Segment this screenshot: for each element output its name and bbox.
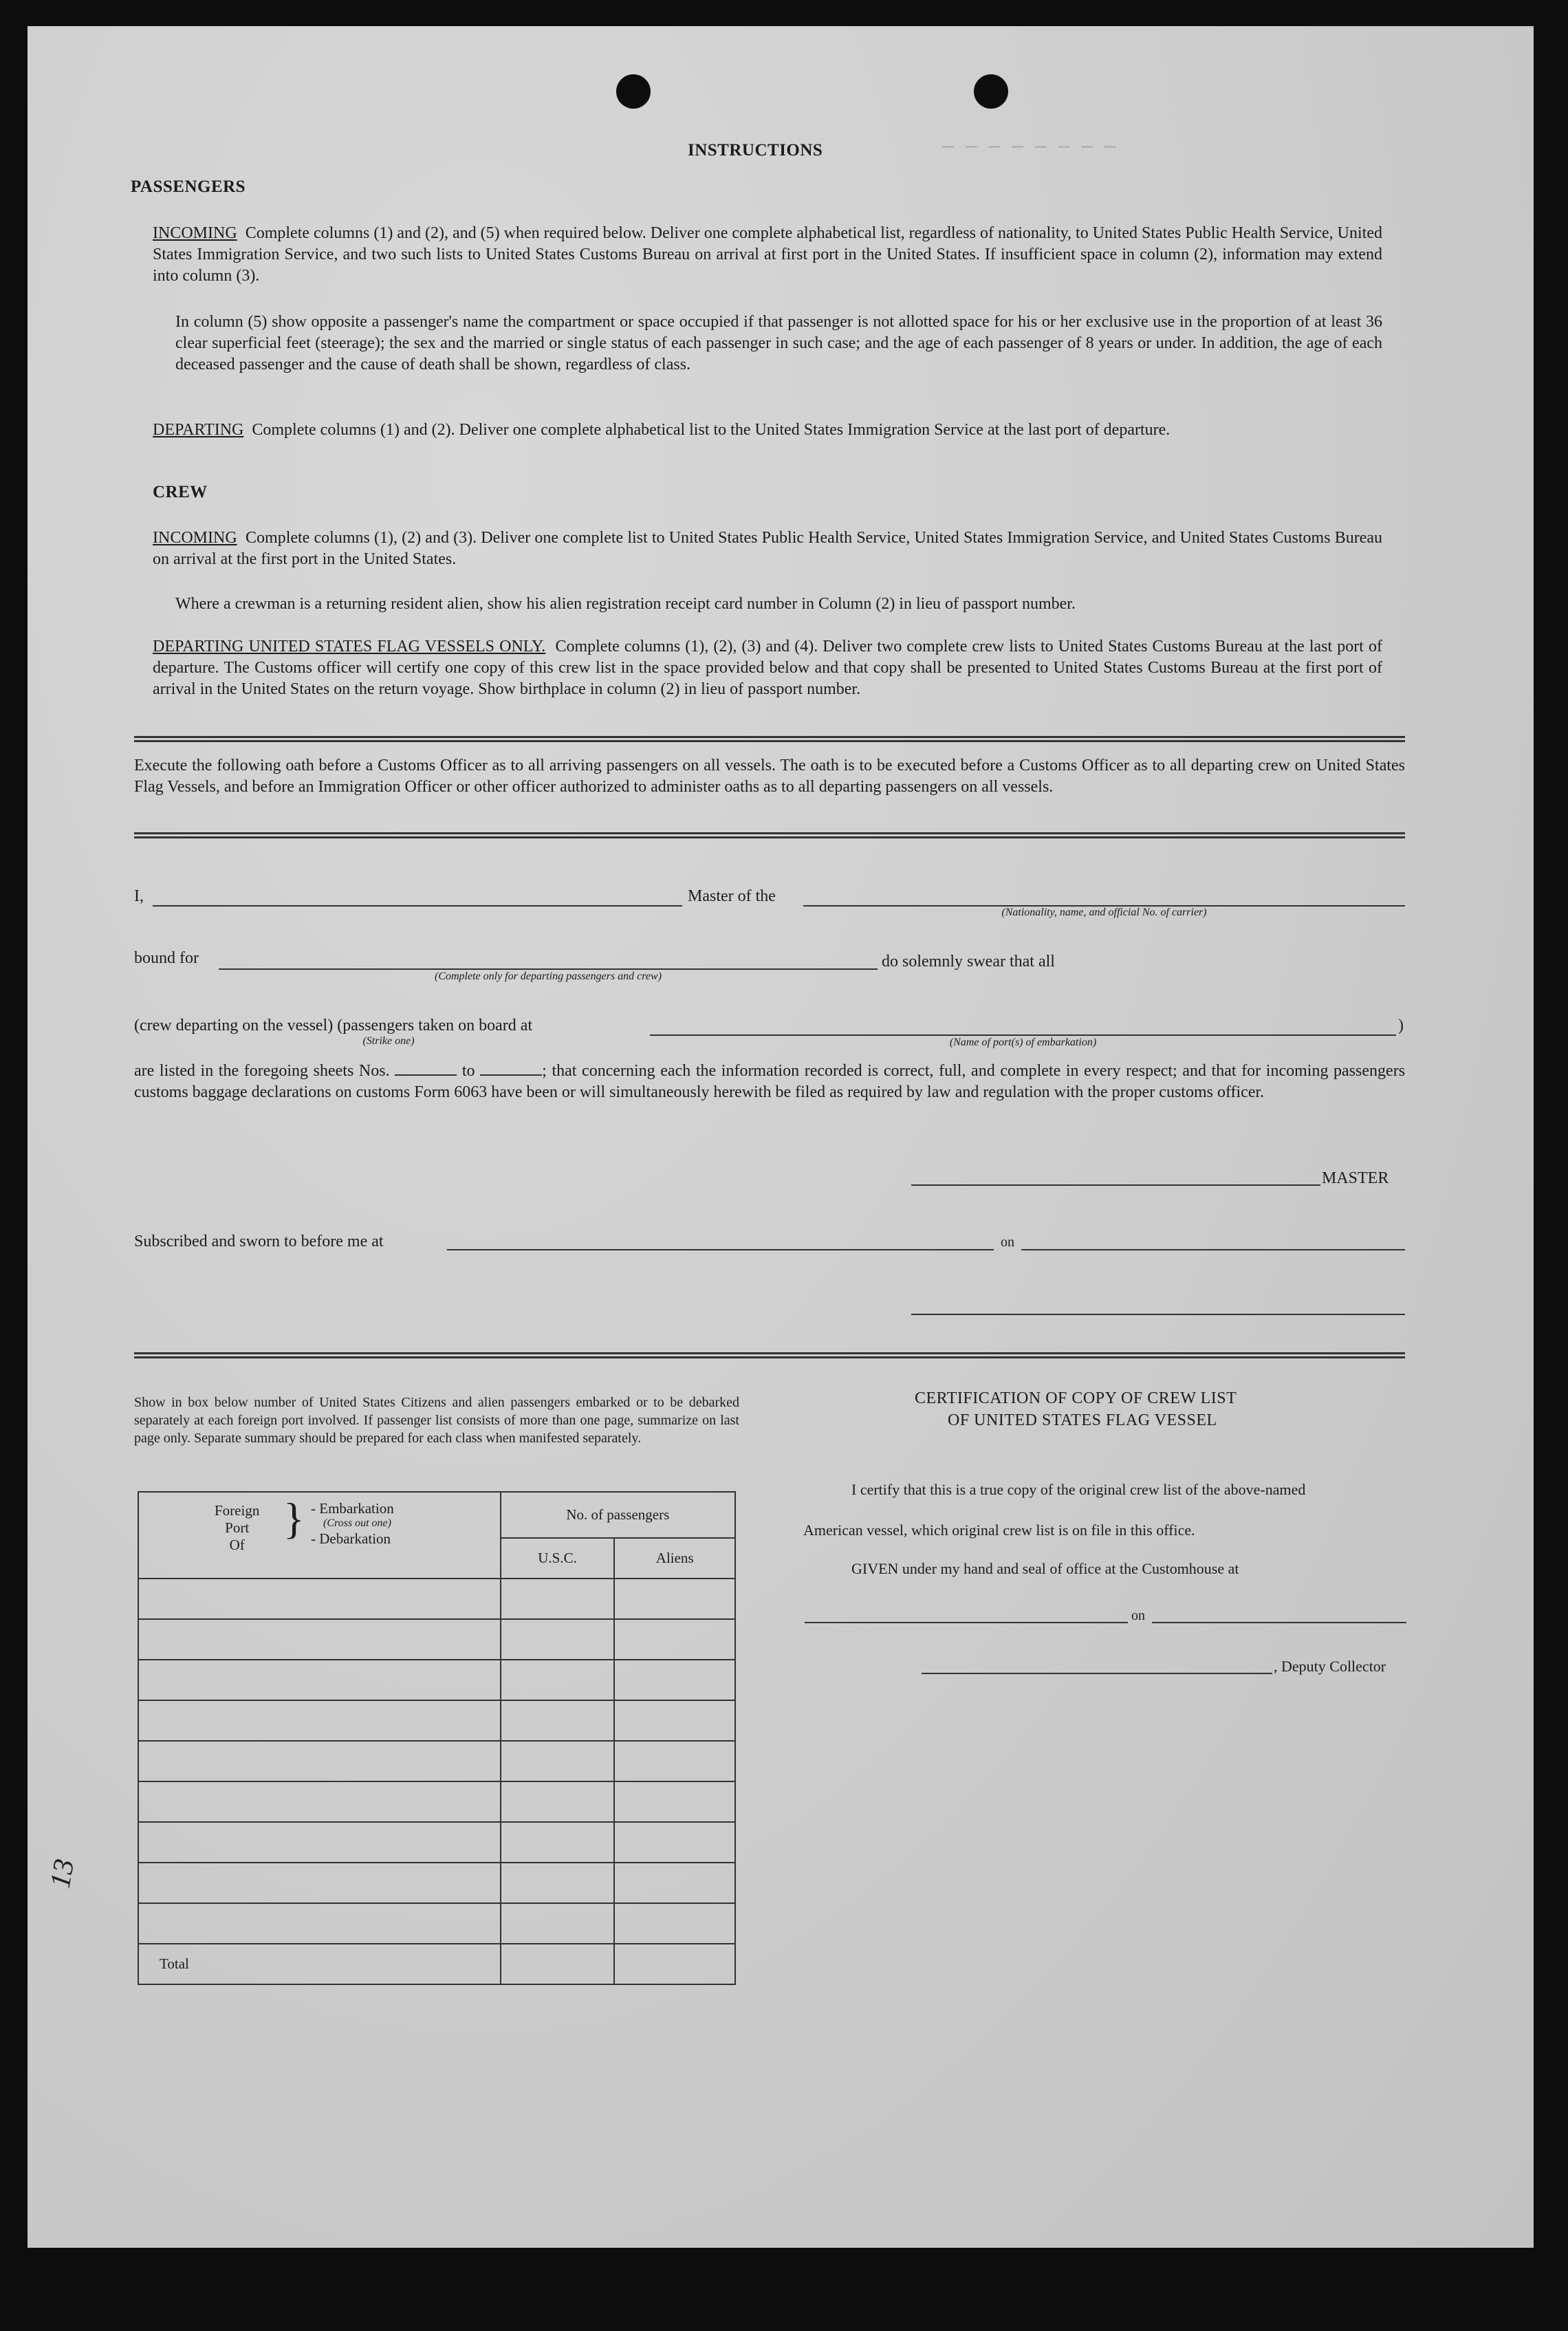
num-passengers-header: No. of passengers — [501, 1492, 735, 1538]
crew-incoming-label: INCOMING — [153, 529, 237, 547]
section-divider — [134, 736, 1405, 742]
section-divider — [134, 832, 1405, 838]
table-row — [138, 1822, 735, 1863]
given-label: GIVEN under my hand and seal of office at the Customhouse at — [851, 1560, 1239, 1577]
port-label: Port — [225, 1519, 250, 1536]
port-header-cell — [138, 1492, 501, 1579]
bleed-through: — — — — — — — — — [942, 134, 1116, 157]
crew-incoming-paragraph — [153, 528, 1382, 570]
crew-alien-paragraph: Where a crewman is a returning resident alien, show his alien registration receipt card number in Column (2) in lieu of passport number. — [175, 595, 1076, 613]
debarkation-label[interactable]: - Debarkation — [311, 1530, 391, 1547]
brace-icon: } — [283, 1494, 305, 1543]
oath-i-label: I, — [134, 887, 144, 905]
passengers-departing-text: Complete columns (1) and (2). Deliver one complete alphabetical list to the United States Immigration Service at the last port of departure. — [252, 421, 1170, 439]
certify-line1: I certify that this is a true copy of the original crew list of the above-named — [851, 1481, 1306, 1498]
table-row — [138, 1660, 735, 1700]
master-of-label: Master of the — [688, 887, 776, 905]
bound-for-caption: (Complete only for departing passengers and crew) — [434, 971, 662, 982]
listed-suffix: ; that concerning each the information recorded is correct, full, and complete in every respect; and that for incoming passengers customs baggage declarations on customs Form 6063 have been or will simultaneously herewith be filed as required by law and regulation with the proper customs officer. — [134, 1062, 1406, 1101]
certification-date-field[interactable] — [1152, 1622, 1406, 1623]
deputy-collector-label: , Deputy Collector — [1274, 1658, 1386, 1675]
section-divider — [134, 1352, 1405, 1358]
page-title: INSTRUCTIONS — [688, 141, 823, 160]
passengers-column5-paragraph: In column (5) show opposite a passenger's name the compartment or space occupied if that passenger is not allotted space for his or her exclusive use in the proportion of at least 36 clear superficial feet (steerage); the sex and the married or single status of each passenger in such case; and the age of each passenger of 8 years or under. In addition, the age of each deceased passenger and the cause of death shall be shown, regardless of class. — [175, 313, 1382, 373]
passengers-departing-label: DEPARTING — [153, 421, 244, 439]
bound-for-label: bound for — [134, 949, 199, 967]
sheet-to-field[interactable] — [480, 1074, 542, 1076]
port-caption: (Name of port(s) of embarkation) — [949, 1037, 1097, 1048]
on-label: on — [1001, 1235, 1014, 1250]
passengers-incoming-label: INCOMING — [153, 224, 237, 242]
total-usc-cell[interactable] — [501, 1944, 615, 1984]
carrier-caption: (Nationality, name, and official No. of carrier) — [1001, 907, 1207, 918]
total-label: Total — [138, 1944, 501, 1984]
master-label: MASTER — [1322, 1169, 1389, 1187]
foreign-label: Foreign — [215, 1502, 260, 1519]
customhouse-field[interactable] — [805, 1622, 1128, 1623]
sworn-place-field[interactable] — [447, 1249, 994, 1250]
passenger-summary-table — [138, 1491, 736, 1985]
bound-for-field[interactable] — [219, 968, 878, 970]
table-row — [138, 1700, 735, 1741]
listed-paragraph — [134, 1061, 1405, 1103]
margin-note: 13 — [44, 1856, 81, 1891]
embarkation-port-field[interactable] — [650, 1034, 1396, 1036]
sworn-date-field[interactable] — [1021, 1249, 1405, 1250]
usc-header: U.S.C. — [501, 1538, 615, 1579]
cross-out-note: (Cross out one) — [323, 1517, 391, 1529]
section-passengers-heading: PASSENGERS — [131, 177, 246, 196]
total-row — [138, 1944, 735, 1984]
table-row — [138, 1903, 735, 1944]
summary-instructions: Show in box below number of United States Citizens and alien passengers embarked or to be debarked separately at each foreign port involved. If passenger list consists of more than one page, summarize on last page only. Separate summary should be prepared for each class when manifested separately. — [134, 1395, 739, 1446]
close-paren: ) — [1398, 1017, 1404, 1034]
sheet-from-field[interactable] — [395, 1074, 457, 1076]
master-name-field[interactable] — [153, 905, 682, 907]
oath-intro: Execute the following oath before a Customs Officer as to all arriving passengers on all vessels. The oath is to be executed before a Customs Officer as to all departing crew on United States Flag Vessels, and before an Immigration Officer or other officer authorized to administer oaths as to all departing passengers on all vessels. — [134, 757, 1405, 796]
punch-hole — [616, 74, 651, 109]
embarkation-label[interactable]: - Embarkation — [311, 1500, 394, 1517]
crew-departing-text: Complete columns (1), (2), (3) and (4). Deliver two complete crew lists to United States Customs Bureau at the last port of departure. The Customs officer will certify one copy of this crew list in the space provided below and that copy shall be presented to United States Customs Bureau at the first port of arrival in the United States on the return voyage. Show birthplace in column (2) in lieu of passport number. — [153, 638, 1382, 698]
of-label: Of — [229, 1537, 245, 1553]
table-row — [138, 1741, 735, 1781]
swear-label: do solemnly swear that all — [882, 953, 1055, 971]
passengers-incoming-paragraph — [153, 223, 1382, 287]
table-row — [138, 1619, 735, 1660]
certification-title-line1: CERTIFICATION OF COPY OF CREW LIST — [915, 1389, 1237, 1407]
crew-departing-label: (crew departing on the vessel) (passengers taken on board at — [134, 1017, 533, 1034]
punch-hole — [974, 74, 1008, 109]
listed-prefix: are listed in the foregoing sheets Nos. — [134, 1062, 390, 1080]
section-crew-heading: CREW — [153, 483, 208, 501]
officer-signature-field[interactable] — [911, 1314, 1405, 1315]
table-row — [138, 1781, 735, 1822]
certification-title-line2: OF UNITED STATES FLAG VESSEL — [948, 1411, 1217, 1429]
total-aliens-cell[interactable] — [614, 1944, 735, 1984]
certification-on-label: on — [1131, 1608, 1145, 1623]
table-row — [138, 1863, 735, 1903]
to-label: to — [461, 1062, 475, 1080]
deputy-signature-field[interactable] — [922, 1673, 1272, 1674]
aliens-header: Aliens — [614, 1538, 735, 1579]
crew-departing-label: DEPARTING UNITED STATES FLAG VESSELS ONLY. — [153, 638, 546, 655]
subscribed-label: Subscribed and sworn to before me at — [134, 1233, 384, 1250]
passengers-incoming-text: Complete columns (1) and (2), and (5) when required below. Deliver one complete alphabetical list, regardless of nationality, to United States Public Health Service, United States Immigration Service, and two such lists to United States Customs Bureau on arrival at first port in the United States. If insufficient space in column (2), information may extend into column (3). — [153, 224, 1383, 285]
strike-one-caption: (Strike one) — [362, 1035, 415, 1047]
crew-incoming-text: Complete columns (1), (2) and (3). Deliver one complete list to United States Public Health Service, United States Immigration Service, and United States Customs Bureau on arrival at the first port in the United States. — [153, 529, 1383, 568]
table-row — [138, 1579, 735, 1619]
master-signature-field[interactable] — [911, 1184, 1320, 1186]
passengers-departing-paragraph — [153, 420, 1382, 441]
certify-line2: American vessel, which original crew list is on file in this office. — [803, 1521, 1195, 1539]
crew-departing-paragraph — [153, 636, 1382, 700]
